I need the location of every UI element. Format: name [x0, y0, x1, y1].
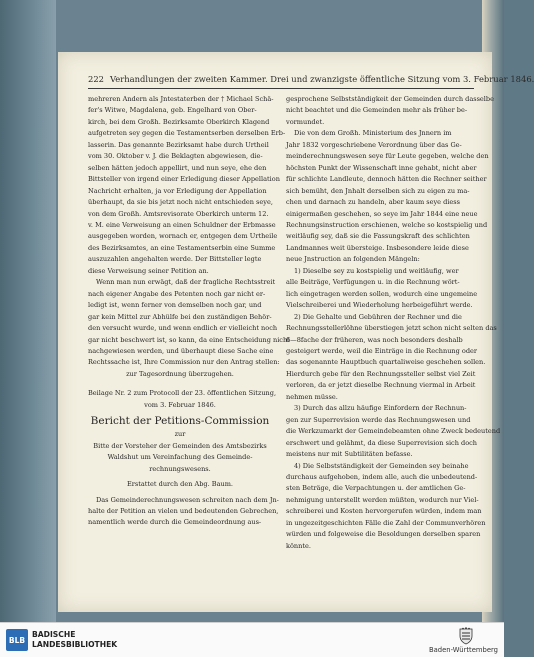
document-page [58, 52, 534, 612]
text-line: 2) Die Gehalte und Gebühren der Rechner und die [294, 312, 462, 321]
text-line: höchsten Punkt der Wissenschaft inne gehabt, nicht aber [286, 163, 477, 172]
right-paragraph-1 [286, 94, 494, 128]
text-line: fer's Witwe, Magdalena, geb. Engelhard von Ober- [88, 106, 257, 115]
text-line: Rechtssache ist, Ihre Commission nur den Antrag stellen: [88, 358, 280, 367]
text-line: den versucht wurde, und wenn endlich er vielleicht noch [88, 324, 278, 333]
institution-name [32, 630, 117, 650]
report-subject-line: Bitte der Vorsteher der Gemeinden des Amtsbezirks [93, 441, 267, 450]
text-line: durchaus aufgehoben, indem alle, auch die unbedeutend- [286, 472, 478, 481]
text-line: gar nicht beschwert ist, so kann, da eine Entscheidung nicht [88, 335, 290, 344]
text-line: 3) Durch das allzu häufige Einfordern der Rechnun- [294, 404, 467, 413]
text-line: vom 30. Oktober v. J. die Beklagten abgewiesen, die- [88, 152, 263, 161]
institution-line-1: BADISCHE [32, 630, 76, 639]
text-line: Jahr 1832 vorgeschriebene Verordnung über das Ge- [286, 140, 462, 149]
text-line: kirch, bei dem Großh. Bezirksamte Oberkirch Klagend [88, 117, 270, 126]
institution-line-2: LANDESBIBLIOTHEK [32, 640, 118, 649]
text-line: überhaupt, da sie bis jetzt noch nicht entschieden seye, [88, 198, 273, 207]
right-point-3 [286, 403, 501, 460]
text-line: auszuzahlen angehalten werde. Der Bittsteller legte [88, 255, 262, 264]
coat-of-arms-icon [458, 627, 474, 645]
text-line: erschwert und gelähmt, da diese Superrevision sich doch [286, 438, 478, 447]
text-line: weitläufig sey, daß sie die Fassungskraft des schlichten [286, 232, 470, 241]
text-line: vormundet. [286, 117, 325, 126]
text-line: nicht beachtet und die Gemeinden mehr als früher be- [286, 106, 468, 115]
text-line: namentlich werde durch die Gemeindeordnung aus- [88, 518, 262, 527]
library-logo[interactable]: BLB [6, 629, 28, 651]
report-subject-line: Waldshut um Vereinfachung des Gemeinde- [107, 453, 253, 462]
text-line: sten Beträge, die Verpachtungen u. der amtlichen Ge- [286, 484, 466, 493]
right-point-2 [286, 312, 497, 404]
text-line: 6—8fache der früheren, was noch besonders deshalb [286, 335, 463, 344]
text-line: Rechnungsinstruction erschienen, welche so kostspielig und [286, 220, 488, 229]
text-line: schreiberei und Kosten hervorgerufen würden, indem man [286, 507, 482, 516]
left-paragraph-2 [88, 277, 290, 369]
motion-text: zur Tagesordnung überzugehen. [126, 369, 234, 378]
text-line: chen und darnach zu handeln, aber kaum seye diess [286, 198, 461, 207]
text-line: mehreren Andern als Jntestaterben der † Michael Schä- [88, 95, 274, 103]
text-line: Vielschreiberei und Wiederholung herbeigeführt werde. [286, 301, 473, 310]
text-line: diese Verweisung seiner Petition an. [88, 266, 209, 275]
text-line: halte der Petition an vielen und bedeutenden Gebrechen, [88, 506, 279, 515]
right-point-1 [286, 266, 478, 312]
text-line: könnte. [286, 541, 311, 550]
text-line: einigermaßen geschehen, so seye im Jahr 1844 eine neue [286, 209, 478, 218]
report-sub: zur [174, 430, 186, 439]
text-line: verloren, da er jetzt dieselbe Rechnung viermal in Arbeit [286, 381, 476, 390]
text-line: 4) Die Selbstständigkeit der Gemeinden sey beinahe [294, 461, 469, 470]
text-line: gesteigert werde, weil die Einträge in die Rechnung oder [286, 346, 478, 355]
annex-line-2: vom 3. Februar 1846. [144, 400, 216, 409]
text-line: lasserin. Das genannte Bezirksamt habe durch Urtheil [88, 140, 269, 149]
text-line: selben hätten jedoch appellirt, und nun seye, ehe den [88, 163, 267, 172]
header-rule [88, 88, 474, 89]
text-line: ledigt ist, wenn ferner von demselben noch gar, und [88, 301, 262, 310]
text-line: nehmigung unterstellt werden müßten, wodurch nur Viel- [286, 495, 479, 504]
text-line: lich eingetragen werden sollen, wodurch eine ungemeine [286, 289, 478, 298]
text-line: gesprochene Selbstständigkeit der Gemeinden durch dasselbe [286, 95, 494, 103]
text-line: sich bemüht, den Jnhalt derselben sich zu eigen zu ma- [286, 186, 470, 195]
text-line: Hierdurch gebe für den Rechnungssteller selbst viel Zeit [286, 369, 476, 378]
text-line: gen zur Superrevision werde das Rechnungswesen und [286, 415, 471, 424]
left-paragraph-3 [88, 495, 279, 529]
text-line: Das Gemeinderechnungswesen schreiten nach dem Jn- [96, 495, 279, 504]
text-line: die Werkzumarkt der Gemeindebeamten ohne Zweck bedeutend [286, 427, 501, 436]
text-line: neue Jnstruction an folgenden Mängeln: [286, 255, 420, 264]
text-line: das sogenannte Hauptbuch quartaliweise geschehen sollen. [286, 358, 486, 367]
text-line: gar kein Mittel zur Abhülfe bei den zuständigen Behör- [88, 312, 272, 321]
text-line: nehmen müsse. [286, 392, 338, 401]
text-line: v. M. eine Verweisung an einen Schuldner der Erbmasse [88, 220, 276, 229]
left-paragraph-1 [88, 94, 286, 277]
text-line: würden und folgeweise die Besoldungen derselben sparen [286, 530, 481, 539]
page-header [88, 74, 534, 84]
text-line: des Bezirksamtes, an eine Testamentserbin eine Summe [88, 243, 276, 252]
report-subject-line: rechnungswesens. [149, 464, 211, 473]
text-line: in ungezeitgeschichten Fälle die Zahl der Communverhören [286, 518, 486, 527]
text-line: Bittsteller von irgend einer Erledigung dieser Appellation [88, 175, 280, 184]
text-line: 1) Dieselbe sey zu kostspielig und weitläufig, wer [294, 266, 459, 275]
text-line: nach eigener Angabe des Petenten noch gar nicht er- [88, 289, 266, 298]
text-line: meinderechnungswesen seye für Leute gegeben, welche den [286, 152, 489, 161]
text-line: für schlichte Landleute, dennoch hätten die Rechner seither [286, 175, 487, 184]
text-line: aufgetreten sey gegen die Testamentserben derselben Erb- [88, 129, 286, 138]
report-heading: Bericht der Petitions-Commission [90, 415, 270, 428]
page-number: 222 [88, 74, 104, 84]
right-column [286, 94, 501, 552]
text-line: nachgewiesen werden, und überhaupt diese Sache eine [88, 346, 274, 355]
text-line: Rechnungsstellerlöhne überstiegen jetzt schon nicht selten das [286, 324, 497, 333]
text-line: Nachricht erhalten, ja vor Erledigung der Appellation [88, 186, 267, 195]
text-line: meistens nur mit Subtilitäten befasse. [286, 450, 413, 459]
annex-line-1: Beilage Nr. 2 zum Protocoll der 23. öffentlichen Sitzung, [88, 389, 277, 398]
text-line: Die von dem Großh. Ministerium des Jnnern im [294, 129, 452, 138]
left-column [88, 94, 290, 529]
book-spine [0, 0, 56, 622]
text-line: Wenn man nun erwägt, daß der fragliche Rechtsstreit [96, 278, 276, 287]
right-paragraph-2 [286, 128, 489, 265]
library-footer [0, 622, 504, 657]
region-label: Baden-Württemberg [428, 646, 498, 654]
running-title: Verhandlungen der zweiten Kammer. Drei und zwanzigste öffentliche Sitzung vom 3. Februar 1846. [110, 74, 534, 84]
text-line: von dem Großh. Amtsrevisorate Oberkirch unterm 12. [88, 209, 269, 218]
text-line: ausgegeben worden, wornach er, entgegen dem Urtheile [88, 232, 278, 241]
text-line: alle Beiträge, Verfügungen u. in die Rechnung wört- [286, 278, 460, 287]
reporter-line: Erstattet durch den Abg. Baum. [126, 480, 233, 489]
text-line: Landmannes weit übersteige. Insbesondere leide diese [286, 243, 469, 252]
right-point-4 [286, 461, 486, 553]
